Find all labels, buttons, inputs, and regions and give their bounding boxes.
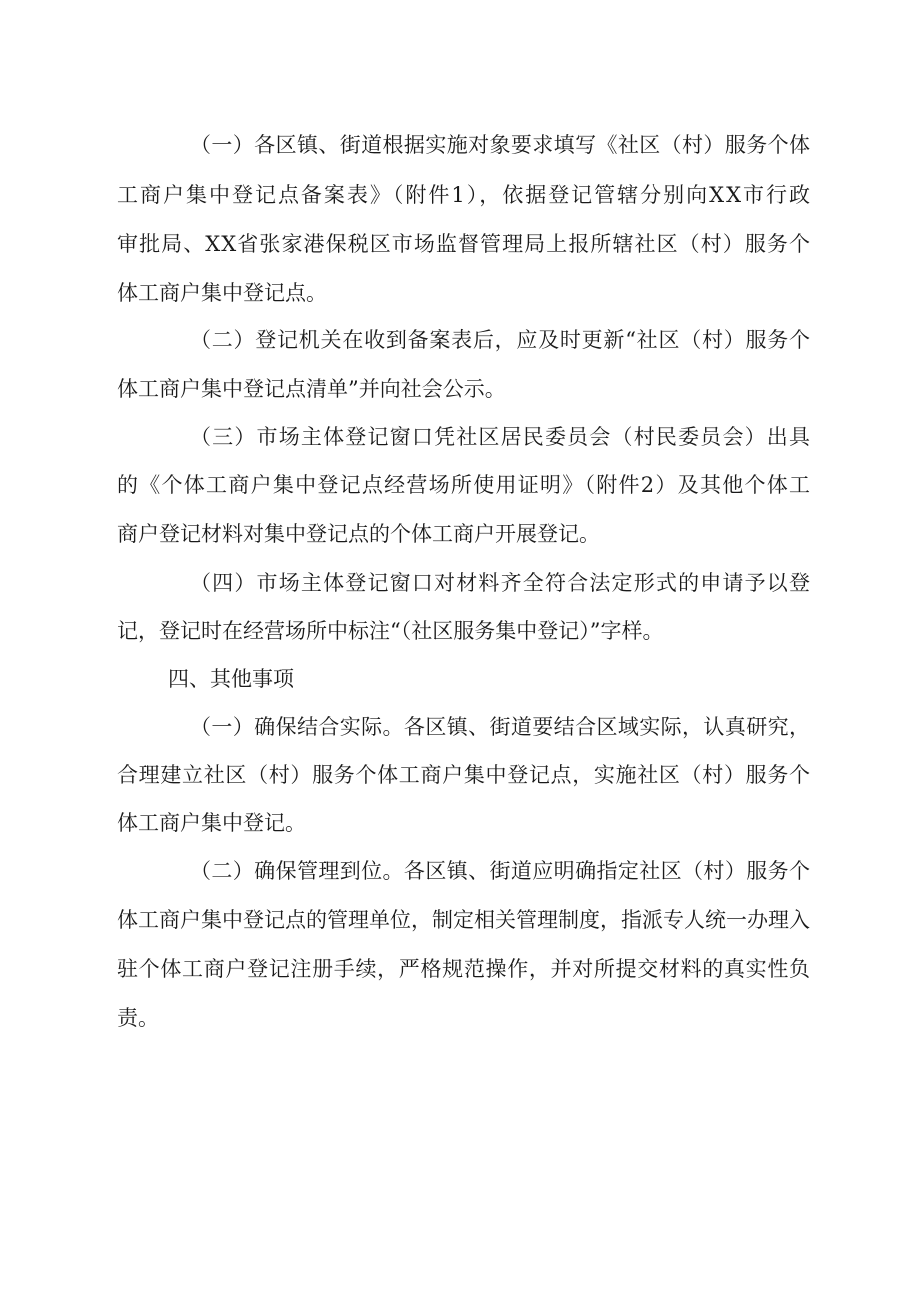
paragraph-1-line-1: （一）各区镇、街道根据实施对象要求填写《社区（村）服务个体 xyxy=(190,133,811,157)
paragraph-4-line-2: 记，登记时在经营场所中标注“（社区服务集中登记）”字样。 xyxy=(117,619,664,643)
paragraph-7-line-4: 责。 xyxy=(117,1006,159,1030)
paragraph-2-line-2: 体工商户集中登记点清单”并向社会公示。 xyxy=(117,377,506,401)
paragraph-3-line-3: 商户登记材料对集中登记点的个体工商户开展登记。 xyxy=(117,522,600,546)
paragraph-2-line-1: （二）登记机关在收到备案表后，应及时更新“社区（村）服务个 xyxy=(190,328,811,352)
paragraph-7-line-1: （二）确保管理到位。各区镇、街道应明确指定社区（村）服务个 xyxy=(190,859,811,883)
paragraph-7-line-3: 驻个体工商户登记注册手续，严格规范操作，并对所提交材料的真实性负 xyxy=(117,957,811,981)
paragraph-4-line-1: （四）市场主体登记窗口对材料齐全符合法定形式的申请予以登 xyxy=(190,571,812,595)
paragraph-3-line-1: （三）市场主体登记窗口凭社区居民委员会（村民委员会）出具 xyxy=(190,425,812,449)
paragraph-3-line-2: 的《个体工商户集中登记点经营场所使用证明》（附件2）及其他个体工 xyxy=(117,473,812,497)
paragraph-7-line-2: 体工商户集中登记点的管理单位，制定相关管理制度，指派专人统一办理入 xyxy=(117,908,810,932)
paragraph-6-line-2: 合理建立社区（村）服务个体工商户集中登记点，实施社区（村）服务个 xyxy=(117,763,811,787)
paragraph-1-line-3: 审批局、XX省张家港保税区市场监督管理局上报所辖社区（村）服务个 xyxy=(117,232,812,256)
paragraph-1-line-4: 体工商户集中登记点。 xyxy=(117,281,327,305)
paragraph-6-line-3: 体工商户集中登记。 xyxy=(117,811,306,835)
paragraph-6-line-1: （一）确保结合实际。各区镇、街道要结合区域实际，认真研究， xyxy=(190,715,811,739)
section-heading-text: 四、其他事项 xyxy=(168,667,294,691)
paragraph-1-line-2: 工商户集中登记点备案表》（附件1），依据登记管辖分别向XX市行政 xyxy=(117,183,812,207)
